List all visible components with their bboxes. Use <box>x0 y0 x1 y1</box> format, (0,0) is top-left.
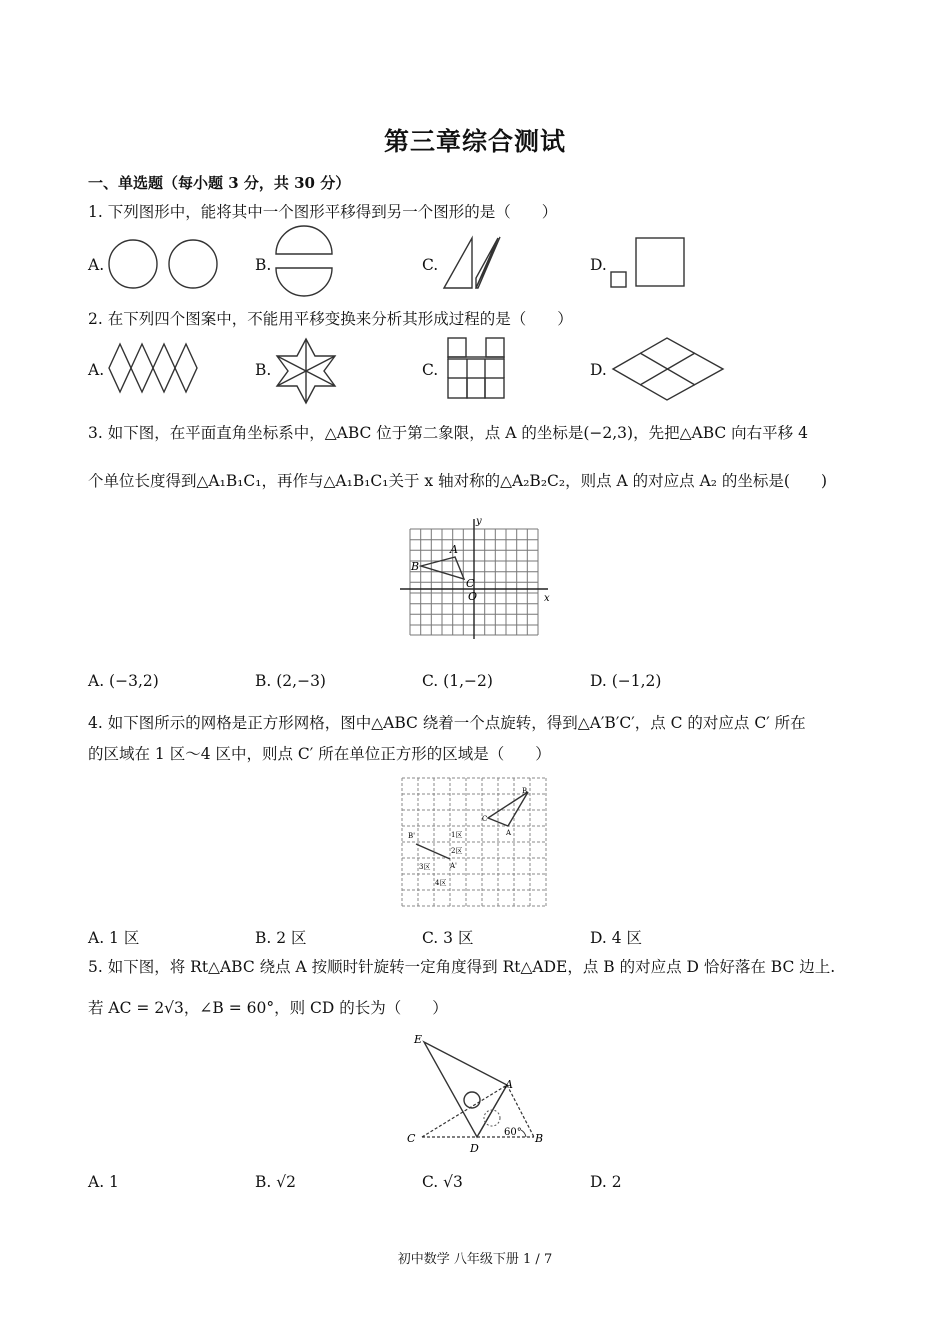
question-3-stem-line2: 个单位长度得到△A₁B₁C₁，再作与△A₁B₁C₁关于 x 轴对称的△A₂B₂C₂，则点 A 的对应点 A₂ 的坐标是( ) <box>88 472 828 490</box>
q4-point-c: C <box>482 815 488 823</box>
q3-point-a: A <box>450 543 458 556</box>
q4-option-b[interactable]: B. 2 区 <box>255 929 307 947</box>
q3-option-b[interactable]: B. (2,−3) <box>255 672 326 690</box>
q2-option-c[interactable]: C. <box>422 361 439 379</box>
q1-figure-c-triangles <box>438 230 508 300</box>
q1-option-d[interactable]: D. <box>590 256 607 274</box>
q4-zone-3: 3区 <box>419 863 431 871</box>
q4-zone-4: 4区 <box>435 879 447 887</box>
q2-figure-c-grid <box>444 335 514 405</box>
q5-point-c: C <box>407 1132 416 1145</box>
q3-coordinate-figure <box>398 515 558 643</box>
q5-option-a[interactable]: A. 1 <box>88 1173 119 1191</box>
question-1-stem: 1. 下列图形中，能将其中一个图形平移得到另一个图形的是（ ） <box>88 203 558 221</box>
question-4-stem-line2: 的区域在 1 区～4 区中，则点 C′ 所在单位正方形的区域是（ ） <box>88 745 551 763</box>
q5-angle-label: 60° <box>504 1127 522 1138</box>
q4-option-c[interactable]: C. 3 区 <box>422 929 474 947</box>
q4-option-a[interactable]: A. 1 区 <box>88 929 140 947</box>
q4-zone-1: 1区 <box>451 831 463 839</box>
q5-point-b: B <box>535 1132 544 1145</box>
q4-point-b-prime: B' <box>408 832 416 840</box>
question-4-stem-line1: 4. 如下图所示的网格是正方形网格，图中△ABC 绕着一个点旋转，得到△A′B′C′，点 C 的对应点 C′ 所在 <box>88 714 806 732</box>
q5-option-c[interactable]: C. √3 <box>422 1173 463 1191</box>
q2-option-a[interactable]: A. <box>88 361 105 379</box>
q3-option-c[interactable]: C. (1,−2) <box>422 672 493 690</box>
q1-option-b[interactable]: B. <box>255 256 272 274</box>
q5-point-e: E <box>414 1033 423 1046</box>
page-title: 第三章综合测试 <box>383 127 566 156</box>
q2-figure-b-star <box>270 335 342 407</box>
q1-option-c[interactable]: C. <box>422 256 439 274</box>
q1-option-a[interactable]: A. <box>88 256 105 274</box>
q4-point-b: B <box>522 787 528 795</box>
q3-origin: O <box>468 590 478 603</box>
q3-x-label: x <box>544 593 550 604</box>
q2-figure-d-rhombus-grid <box>608 335 730 405</box>
q5-point-d: D <box>470 1142 479 1155</box>
question-3-stem-line1: 3. 如下图，在平面直角坐标系中，△ABC 位于第二象限，点 A 的坐标是(−2,3)，先把△ABC 向右平移 4 <box>88 424 808 442</box>
q1-figure-b-half-circles <box>270 225 340 305</box>
q5-option-d[interactable]: D. 2 <box>590 1173 622 1191</box>
q1-figure-d-squares <box>605 233 695 293</box>
q5-option-b[interactable]: B. √2 <box>255 1173 296 1191</box>
q4-point-a-prime: A' <box>450 862 457 870</box>
page-footer: 初中数学 八年级下册 1 / 7 <box>397 1252 553 1267</box>
q2-option-d[interactable]: D. <box>590 361 607 379</box>
question-5-stem-line2: 若 AC = 2√3，∠B = 60°，则 CD 的长为（ ） <box>88 999 448 1017</box>
q3-option-a[interactable]: A. (−3,2) <box>88 672 159 690</box>
q3-y-label: y <box>476 516 482 527</box>
q1-figure-a-circles <box>100 230 230 300</box>
q4-point-a: A <box>506 829 512 837</box>
q3-point-b: B <box>411 560 420 573</box>
section-heading: 一、单选题（每小题 3 分，共 30 分） <box>88 174 351 192</box>
q4-zone-2: 2区 <box>451 847 463 855</box>
q4-grid-figure <box>400 776 550 910</box>
q2-option-b[interactable]: B. <box>255 361 272 379</box>
question-5-stem-line1: 5. 如下图，将 Rt△ABC 绕点 A 按顺时针旋转一定角度得到 Rt△ADE，点 B 的对应点 D 恰好落在 BC 边上. <box>88 958 836 976</box>
q5-point-a: A <box>505 1078 513 1091</box>
question-2-stem: 2. 在下列四个图案中，不能用平移变换来分析其形成过程的是（ ） <box>88 310 573 328</box>
q2-figure-a-rhombi <box>106 342 206 397</box>
q5-triangle-figure <box>404 1028 554 1158</box>
q4-option-d[interactable]: D. 4 区 <box>590 929 643 947</box>
q3-option-d[interactable]: D. (−1,2) <box>590 672 662 690</box>
q3-point-c: C <box>466 577 475 590</box>
